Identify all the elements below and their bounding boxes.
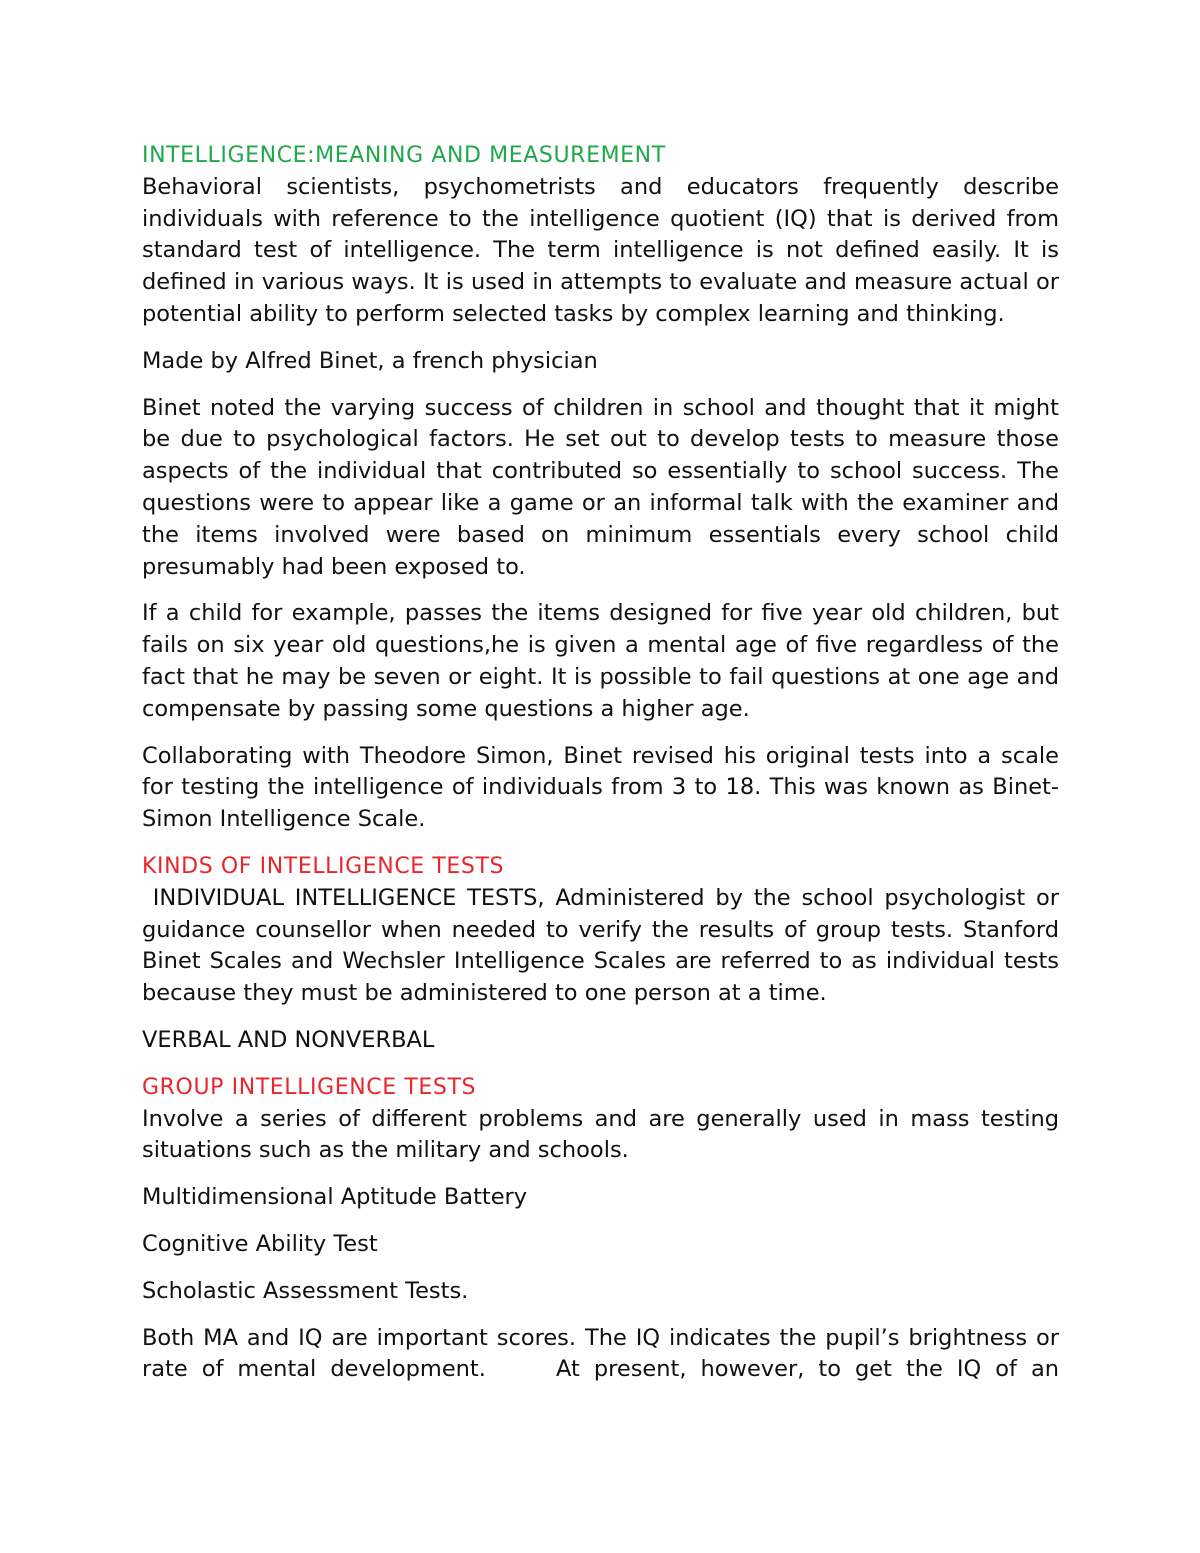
paragraph-binet-origin: Made by Alfred Binet, a french physician: [142, 347, 598, 374]
list-item: Cognitive Ability Test: [142, 1230, 378, 1257]
paragraph-ma-iq: [142, 1323, 1067, 1387]
heading-kinds: KINDS OF INTELLIGENCE TESTS: [142, 853, 505, 879]
paragraph-intelligence-definition: Behavioral scientists, psychometrists and educators frequently describe individuals with reference to the intelligence quotient (IQ) that is derived from standard test of intelligence. The term intelligence is not defined easily. It is defined in various ways. It is used in attempts to evaluate and measure actual or potential ability to perform selected tasks by complex learning and thinking.: [142, 173, 1059, 327]
paragraph-mental-age: If a child for example, passes the items designed for five year old children, but fails on six year old questions,he is given a mental age of five regardless of the fact that he may be seven or eight. It is possible to fail questions at one age and compensate by passing some questions a higher age.: [142, 600, 1059, 722]
paragraph-binet-simon: Collaborating with Theodore Simon, Binet revised his original tests into a scale for testing the intelligence of individuals from 3 to 18. This was known as Binet-Simon Intelligence Scale.: [142, 742, 1059, 833]
heading-group: GROUP INTELLIGENCE TESTS: [142, 1074, 477, 1100]
paragraph-individual-tests: [142, 883, 1067, 1010]
paragraph-verbal-nonverbal: VERBAL AND NONVERBAL: [142, 1026, 435, 1053]
heading-meaning: INTELLIGENCE:MEANING AND MEASUREMENT: [142, 143, 666, 168]
document-page: [142, 140, 1067, 1401]
list-item: Multidimensional Aptitude Battery: [142, 1184, 528, 1211]
ma-iq-text: Both MA and IQ are important scores. The IQ indicates the pupil’s brightness or rate of mental development. At present, however, to get the IQ of an: [142, 1324, 1067, 1383]
paragraph-binet-tests: Binet noted the varying success of children in school and thought that it might be due to psychological factors. He set out to develop tests to measure those aspects of the individual that contributed so essentially to school success. The questions were to appear like a game or an informal talk with the examiner and the items involved were based on minimum essentials every school child presumably had been exposed to.: [142, 394, 1059, 580]
paragraph-group-tests: Involve a series of different problems and are generally used in mass testing situations such as the military and schools.: [142, 1105, 1059, 1164]
individual-tests-text: INDIVIDUAL INTELLIGENCE TESTS, Administered by the school psychologist or guidance counsellor when needed to verify the results of group tests. Stanford Binet Scales and Wechsler Intelligence Scales are referred to as individual tests because they must be administered to one person at a time.: [142, 884, 1067, 1007]
list-item: Scholastic Assessment Tests.: [142, 1277, 469, 1304]
